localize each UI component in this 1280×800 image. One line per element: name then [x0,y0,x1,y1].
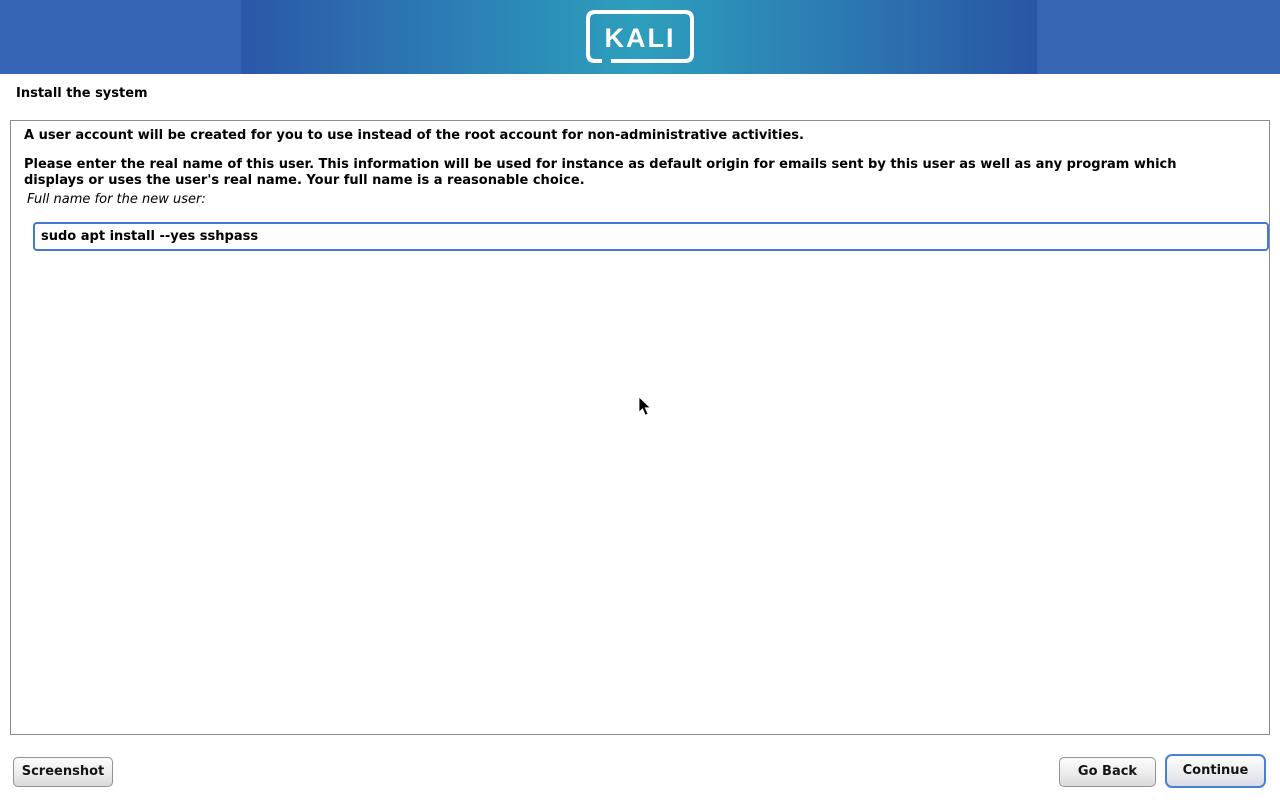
kali-logo-icon [586,10,694,64]
continue-button[interactable]: Continue [1165,754,1266,788]
user-setup-dialog [10,120,1270,735]
kali-logo-text: KALI [604,23,676,53]
page-title: Install the system [16,86,148,101]
installer-banner [0,0,1280,74]
screenshot-button[interactable]: Screenshot [13,757,113,787]
intro-text: A user account will be created for you to use instead of the root account for non-administrative activities. [24,128,804,143]
fullname-input[interactable] [33,222,1269,251]
go-back-button[interactable]: Go Back [1059,757,1156,787]
fullname-field-label: Full name for the new user: [27,192,206,207]
description-text: Please enter the real name of this user. This information will be used for instance as default origin for emails sent by this user as well as any program which displays or uses the user's real name. Your full name is a reasonable choice. [24,157,1177,188]
